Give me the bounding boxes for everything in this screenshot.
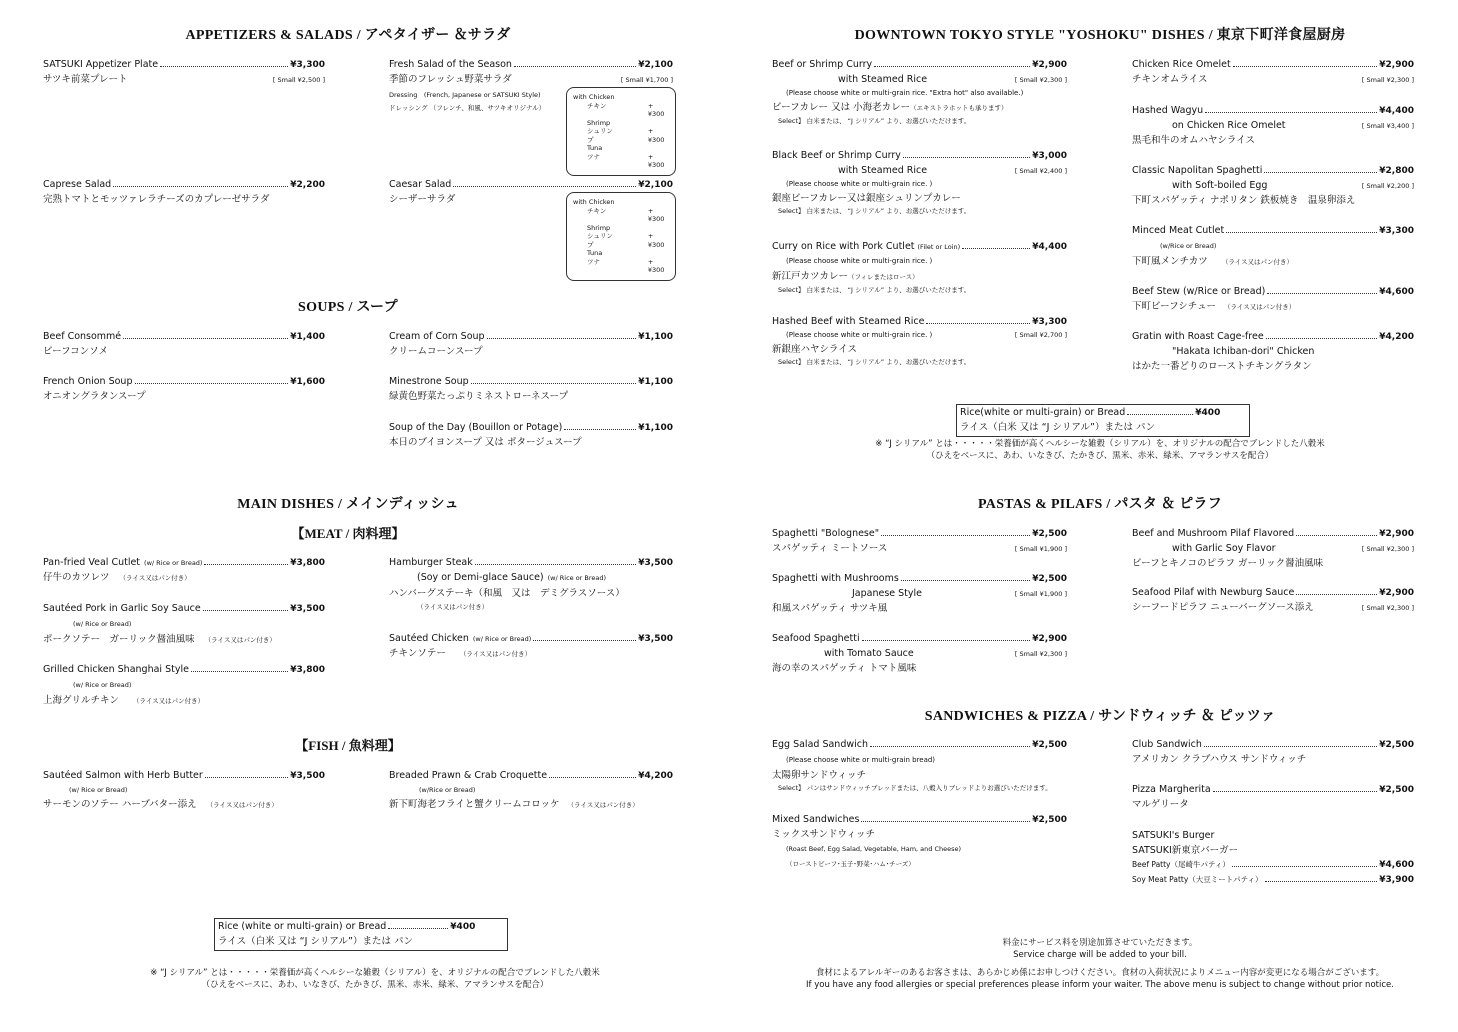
menu-item-shanghai-chicken — [43, 663, 325, 709]
small-price: [ Small ¥1,900 ] — [1014, 590, 1067, 598]
item-sub: with Steamed Rice — [838, 165, 928, 176]
service-charge-note — [1003, 937, 1198, 961]
item-jp: 下町スパゲッティ ナポリタン 鉄板焼き 温泉卵添え — [1132, 195, 1356, 206]
menu-item-pork-saute — [43, 602, 325, 648]
fish-subheading: 【FISH / 魚料理】 — [295, 738, 401, 753]
item-sub: with Steamed Rice — [838, 74, 928, 85]
option-jp: チキン — [587, 101, 607, 110]
menu-item-napolitan — [1132, 164, 1414, 208]
option-price: +¥300 — [647, 101, 665, 118]
item-price: ¥4,200 — [1379, 332, 1414, 342]
item-jp: 上海グリルチキン — [43, 695, 119, 706]
item-note: (Roast Beef, Egg Salad, Vegetable, Ham, and Cheese) — [786, 845, 962, 853]
item-jp-note: （ライス又はパン付き） — [567, 801, 639, 809]
item-name: Caesar Salad — [389, 179, 452, 190]
menu-item-burger — [1132, 829, 1414, 888]
item-jp: 新下町海老フライと蟹クリームコロッケ — [389, 799, 560, 810]
footnote-left — [150, 967, 599, 991]
option-label: with Chicken — [573, 198, 615, 206]
allergy-note — [806, 967, 1394, 991]
menu-item-pizza — [1132, 783, 1414, 812]
item-jp: マルゲリータ — [1132, 799, 1189, 810]
menu-item-beef-curry — [772, 58, 1067, 125]
item-price: ¥2,900 — [1032, 634, 1067, 644]
item-jp: 新銀座ハヤシライス — [772, 344, 858, 355]
item-price: ¥2,100 — [638, 180, 673, 190]
item-price: ¥3,500 — [638, 634, 673, 644]
item-jp-small: （エキストラホットも承ります） — [910, 104, 1008, 112]
footnote-line-2: （ひえをベースに、あわ、いなきび、たかきび、黒米、赤米、緑米、アマランサスを配合） — [201, 980, 549, 990]
item-name: Pan-fried Veal Cutlet — [43, 557, 141, 568]
item-name: Fresh Salad of the Season — [389, 59, 512, 70]
item-jp: シーザーサラダ — [389, 194, 456, 205]
menu-item-minestrone — [389, 375, 673, 404]
item-note: (w/ Rice or Bread) — [472, 635, 532, 643]
item-jp: 完熟トマトとモッツァレラチーズのカプレーゼサラダ — [43, 194, 270, 205]
option-price: +¥300 — [647, 257, 665, 274]
rice-bread-box-left — [214, 918, 508, 951]
item-note: (w/ Rice or Bread) — [73, 681, 132, 689]
small-price: [ Small ¥2,300 ] — [1361, 76, 1414, 84]
item-jp: アメリカン クラブハウス サンドウィッチ — [1132, 754, 1307, 765]
item-price: ¥3,500 — [290, 604, 325, 614]
item-jp: ライス（白米 又は “J シリアル”）または パン — [960, 422, 1155, 433]
option-jp: チキン — [587, 206, 607, 215]
rice-bread-box-right — [956, 404, 1250, 437]
item-jp: 仔牛のカツレツ — [43, 572, 110, 583]
item-sub: (Soy or Demi-glace Sauce) — [417, 572, 544, 583]
item-name: Seafood Pilaf with Newburg Sauce — [1132, 587, 1295, 598]
item-price: ¥1,100 — [638, 332, 673, 342]
item-jp: 下町風メンチカツ — [1132, 256, 1208, 267]
burger-beef-price: ¥4,600 — [1379, 860, 1414, 870]
item-price: ¥1,100 — [638, 423, 673, 433]
item-price: ¥2,900 — [1032, 60, 1067, 70]
option-price: +¥300 — [647, 206, 665, 223]
appetizers-heading: APPETIZERS & SALADS / アペタイザー ＆サラダ — [185, 28, 511, 43]
item-jp-note: （ライス又はパン付き） — [1223, 303, 1296, 311]
item-jp: サツキ前菜プレート — [43, 74, 128, 85]
item-sub: with Tomato Sauce — [824, 648, 914, 659]
item-jp: チキンオムライス — [1132, 74, 1208, 85]
item-price: ¥4,400 — [1032, 242, 1067, 252]
menu-item-corn-soup — [389, 330, 673, 359]
footnote-line-2: （ひえをベースに、あわ、いなきび、たかきび、黒米、赤米、緑米、アマランサスを配合） — [926, 451, 1274, 461]
item-sub: Japanese Style — [852, 588, 923, 599]
item-price: ¥3,300 — [290, 60, 325, 70]
item-jp-note: （ライス又はパン付き） — [204, 636, 276, 644]
small-price: [ Small ¥2,500 ] — [272, 76, 325, 84]
item-price: ¥4,600 — [1379, 287, 1414, 297]
menu-item-beef-pilaf — [1132, 527, 1414, 571]
option-price: +¥300 — [647, 232, 665, 249]
item-price: ¥2,900 — [1379, 60, 1414, 70]
item-jp: 緑黄色野菜たっぷりミネストローネスープ — [389, 391, 569, 402]
menu-item-club-sandwich — [1132, 738, 1414, 767]
item-name: Pizza Margherita — [1132, 784, 1211, 795]
item-price: ¥3,300 — [1379, 226, 1414, 236]
item-jp: 黒毛和牛のオムハヤシライス — [1132, 135, 1256, 146]
item-price: ¥1,400 — [290, 332, 325, 342]
select-note: Select】 白米または、 “J シリアル” より、お選びいただけます。 — [778, 286, 971, 294]
option-label: Tuna — [587, 144, 603, 152]
option-box-fresh — [566, 87, 676, 176]
item-name: Hashed Wagyu — [1132, 105, 1204, 116]
item-name: Spaghetti with Mushrooms — [772, 573, 899, 584]
item-note: (w/ Rice or Bread) — [547, 574, 607, 582]
item-jp: ハンバーグステーキ（和風 又は デミグラスソース） — [389, 588, 625, 599]
item-name: Beef or Shrimp Curry — [772, 59, 873, 70]
item-price: ¥2,900 — [1379, 588, 1414, 598]
item-name: Seafood Spaghetti — [772, 633, 860, 644]
item-name: Minestrone Soup — [389, 376, 469, 387]
meat-subheading: 【MEAT / 肉料理】 — [291, 526, 405, 541]
menu-item-chicken-saute — [389, 632, 673, 662]
menu-item-mixed-sandwiches — [772, 813, 1067, 872]
menu-item-rice-omelet — [1132, 58, 1414, 87]
item-jp-note: （ライス又はパン付き） — [132, 697, 205, 705]
item-price: ¥3,800 — [290, 558, 325, 568]
yoshoku-heading: DOWNTOWN TOKYO STYLE "YOSHOKU" DISHES / 東京下町洋食屋厨房 — [854, 28, 1346, 43]
option-price: +¥300 — [647, 152, 665, 169]
item-name: Black Beef or Shrimp Curry — [772, 150, 901, 161]
item-jp: ビーフとキノコのピラフ ガーリック醤油風味 — [1132, 558, 1324, 569]
item-jp-note: （ライス又はパン付き） — [119, 574, 191, 582]
item-price: ¥3,500 — [290, 771, 325, 781]
menu-item-black-curry — [772, 149, 1067, 215]
menu-item-hamburger — [389, 556, 673, 614]
item-jp: 季節のフレッシュ野菜サラダ — [389, 74, 512, 85]
footnote-line-1: ※ “J シリアル” とは・・・・・栄養価が高くヘルシーな雑穀（シリアル）を、オリジナルの配合でブレンドした八穀米 — [875, 439, 1325, 449]
menu-item-salmon — [43, 769, 325, 813]
footnote-right — [875, 438, 1324, 462]
item-name: Egg Salad Sandwich — [772, 739, 869, 750]
item-name: Rice(white or multi-grain) or Bread — [960, 407, 1126, 418]
menu-item-seafood-spaghetti — [772, 632, 1067, 676]
dressing-note: Dressing (French, Japanese or SATSUKI Style) — [389, 91, 541, 99]
item-note: (w/ Rice or Bread) — [73, 620, 132, 628]
item-name: Cream of Corn Soup — [389, 331, 485, 342]
item-jp: ライス（白米 又は “J シリアル”）または パン — [218, 936, 413, 947]
select-note: Select】 白米または、 “J シリアル” より、お選びいただけます。 — [778, 207, 971, 215]
item-price: ¥2,200 — [290, 180, 325, 190]
item-sub: (w/Rice or Bread) — [1160, 242, 1217, 250]
item-sub: with Garlic Soy Flavor — [1172, 543, 1276, 554]
option-label: with Chicken — [573, 93, 615, 101]
small-price: [ Small ¥2,300 ] — [1014, 650, 1067, 658]
menu-item-mushroom-spaghetti — [772, 572, 1067, 616]
small-price: [ Small ¥2,700 ] — [1014, 331, 1067, 339]
item-price: ¥2,500 — [1032, 529, 1067, 539]
item-sub: "Hakata Ichiban-dori" Chicken — [1172, 346, 1315, 357]
option-jp: ツナ — [587, 257, 600, 266]
item-jp: 和風スパゲッティ サツキ風 — [772, 603, 888, 614]
item-name: Beef and Mushroom Pilaf Flavored — [1132, 528, 1295, 539]
option-label: Shrimp — [587, 118, 611, 127]
option-label: Shrimp — [587, 223, 611, 232]
allergy-jp: 食材によるアレルギーのあるお客さまは、あらかじめ係にお申しつけください。食材の入荷状況によりメニュー内容が変更になる場合がございます。 — [815, 968, 1385, 978]
item-name: Caprese Salad — [43, 179, 112, 190]
item-price: ¥1,100 — [638, 377, 673, 387]
burger-soy-price: ¥3,900 — [1379, 875, 1414, 885]
small-price: [ Small ¥3,400 ] — [1361, 122, 1414, 130]
item-jp: ビーフカレー 又は 小海老カレー — [772, 102, 911, 113]
option-jp: シュリンプ — [587, 127, 613, 144]
option-box-caesar — [566, 192, 676, 281]
menu-item-soup-of-day — [389, 421, 673, 450]
item-jp: チキンソテー — [389, 648, 446, 659]
item-name: Grilled Chicken Shanghai Style — [43, 664, 189, 675]
item-jp-note: （ライス又はパン付き） — [459, 650, 532, 658]
item-name: Classic Napolitan Spaghetti — [1132, 165, 1263, 176]
item-price: ¥4,200 — [638, 771, 673, 781]
item-price: ¥2,900 — [1379, 529, 1414, 539]
menu-item-consomme — [43, 330, 325, 359]
item-price: ¥2,500 — [1032, 574, 1067, 584]
item-jp: スパゲッティ ミートソース — [772, 543, 888, 554]
item-name: Mixed Sandwiches — [772, 814, 860, 825]
item-jp: オニオングラタンスープ — [43, 391, 146, 402]
item-name: Chicken Rice Omelet — [1132, 59, 1231, 70]
item-name: Club Sandwich — [1132, 739, 1202, 750]
item-jp-small: （フィレまたはロース） — [848, 273, 919, 281]
item-note: (w/ Rice or Bread) — [144, 559, 203, 567]
menu-item-bolognese — [772, 527, 1067, 556]
menu-item-egg-sandwich — [772, 738, 1067, 792]
item-jp-note: （ライス又はパン付き） — [417, 603, 489, 611]
item-name: Beef Stew (w/Rice or Bread) — [1132, 286, 1266, 297]
main-dishes-heading: MAIN DISHES / メインディッシュ — [237, 497, 459, 512]
item-jp: 銀座ビーフカレー又は銀座シュリンプカレー — [772, 193, 961, 204]
item-name: Soup of the Day (Bouillon or Potage) — [389, 422, 563, 433]
item-jp: 海の幸のスパゲッティ トマト風味 — [772, 663, 917, 674]
menu-item-hashed-beef — [772, 315, 1067, 366]
item-note: (Please choose white or multi-grain rice. "Extra hot" also available.) — [786, 89, 1024, 97]
dressing-note-jp: ドレッシング （フレンチ、和風、サツキオリジナル） — [389, 104, 546, 112]
small-price: [ Small ¥1,900 ] — [1014, 545, 1067, 553]
small-price: [ Small ¥2,400 ] — [1014, 167, 1067, 175]
item-jp: シーフードピラフ ニューバーグソース添え — [1132, 602, 1314, 613]
item-price: ¥2,500 — [1032, 740, 1067, 750]
item-price: ¥1,600 — [290, 377, 325, 387]
item-name: Beef Consommé — [43, 331, 122, 342]
item-jp: ビーフコンソメ — [43, 346, 108, 357]
service-jp: 料金にサービス料を別途加算させていただきます。 — [1002, 938, 1198, 948]
menu-item-hashed-wagyu — [1132, 104, 1414, 148]
footnote-line-1: ※ “J シリアル” とは・・・・・栄養価が高くヘルシーな雑穀（シリアル）を、オリジナルの配合でブレンドした八穀米 — [150, 968, 600, 978]
item-jp: 太陽卵サンドウィッチ — [772, 770, 866, 781]
item-jp: クリームコーンスープ — [389, 346, 483, 357]
item-jp: 新江戸カツカレー — [772, 271, 849, 282]
item-jp-note: （ライス又はパン付き） — [1221, 258, 1294, 266]
item-price: ¥3,800 — [290, 665, 325, 675]
item-name: Sautéed Pork in Garlic Soy Sauce — [43, 603, 201, 614]
item-name: SATSUKI's Burger — [1132, 830, 1215, 841]
item-jp: 本日のブイヨンスープ 又は ポタージュスープ — [389, 437, 582, 448]
item-note: (Please choose white or multi-grain rice. ) — [786, 180, 933, 188]
item-name: Hamburger Steak — [389, 557, 473, 568]
sandwiches-heading: SANDWICHES & PIZZA / サンドウィッチ ＆ ピッツァ — [924, 709, 1276, 724]
item-sub: on Chicken Rice Omelet — [1172, 120, 1286, 131]
item-price: ¥2,100 — [638, 60, 673, 70]
item-price: ¥2,800 — [1379, 166, 1414, 176]
item-name: Rice (white or multi-grain) or Bread — [218, 921, 387, 932]
item-note: (Please choose white or multi-grain rice. ) — [786, 257, 933, 265]
select-note: Select】 パンはサンドウィッチブレッドまたは、八穀入りブレッドよりお選びいただけます。 — [778, 784, 1052, 792]
item-jp: SATSUKI新東京バーガー — [1132, 845, 1239, 856]
item-jp: サーモンのソテー ハーブバター添え — [43, 799, 197, 810]
menu-item-beef-stew — [1132, 285, 1414, 315]
small-price: [ Small ¥2,300 ] — [1014, 76, 1067, 84]
item-note: (w/ Rice or Bread) — [69, 786, 128, 794]
item-price: ¥2,500 — [1032, 815, 1067, 825]
menu-item-onion-soup — [43, 375, 325, 404]
item-price: ¥400 — [1195, 408, 1221, 418]
item-note: (Please choose white or multi-grain bread) — [786, 756, 936, 764]
item-sub: with Soft-boiled Egg — [1172, 180, 1268, 191]
item-price: ¥3,000 — [1032, 151, 1067, 161]
small-price: [ Small ¥2,300 ] — [1361, 545, 1414, 553]
item-name: Sautéed Chicken — [389, 633, 469, 644]
menu-item-gratin — [1132, 330, 1414, 374]
pastas-heading: PASTAS & PILAFS / パスタ ＆ ピラフ — [977, 497, 1223, 512]
item-name: Gratin with Roast Cage-free — [1132, 331, 1264, 342]
item-jp: はかた一番どりのローストチキングラタン — [1132, 361, 1312, 372]
menu-item-caprese — [43, 178, 325, 207]
item-jp: ポークソテー ガーリック醤油風味 — [43, 634, 195, 645]
item-name-small: (Filet or Loin) — [917, 243, 961, 251]
item-note: (Please choose white or multi-grain rice. ) — [786, 331, 933, 339]
option-label: Tuna — [587, 249, 603, 257]
item-note: (w/Rice or Bread) — [419, 786, 476, 794]
option-jp: シュリンプ — [587, 232, 613, 249]
item-jp: 下町ビーフシチュー — [1132, 301, 1216, 312]
menu-item-minced-cutlet — [1132, 224, 1414, 270]
menu-item-satsuki-plate — [43, 58, 325, 87]
allergy-en: If you have any food allergies or special preferences please inform your waiter. The above menu is subject to change without prior notice. — [806, 980, 1394, 990]
item-name: Spaghetti "Bolognese" — [772, 528, 880, 539]
item-name: Curry on Rice with Pork Cutlet — [772, 241, 915, 252]
item-price: ¥4,400 — [1379, 106, 1414, 116]
option-price: +¥300 — [647, 127, 665, 144]
item-name: Minced Meat Cutlet — [1132, 225, 1225, 236]
item-name: Sautéed Salmon with Herb Butter — [43, 770, 203, 781]
menu-item-prawn-croquette — [389, 769, 673, 813]
item-price: ¥3,300 — [1032, 317, 1067, 327]
menu-item-pork-cutlet-curry — [772, 240, 1067, 294]
small-price: [ Small ¥2,200 ] — [1361, 182, 1414, 190]
item-name: Hashed Beef with Steamed Rice — [772, 316, 925, 327]
item-jp: ミックスサンドウィッチ — [772, 829, 875, 840]
item-price: ¥2,500 — [1379, 785, 1414, 795]
small-price: [ Small ¥1,700 ] — [620, 76, 673, 84]
item-name: French Onion Soup — [43, 376, 133, 387]
select-note: Select】 白米または、 “J シリアル” より、お選びいただけます。 — [778, 117, 971, 125]
item-jp-note: （ライス又はパン付き） — [206, 801, 278, 809]
item-name: Breaded Prawn & Crab Croquette — [389, 770, 548, 781]
item-price: ¥2,500 — [1379, 740, 1414, 750]
menu-item-seafood-pilaf — [1132, 586, 1414, 615]
small-price: [ Small ¥2,300 ] — [1361, 604, 1414, 612]
item-name: SATSUKI Appetizer Plate — [43, 59, 159, 70]
select-note: Select】 白米または、 “J シリアル” より、お選びいただけます。 — [778, 358, 971, 366]
option-jp: ツナ — [587, 152, 600, 161]
item-note-jp: （ローストビーフ･玉子･野菜･ハム･チーズ） — [786, 860, 915, 868]
item-price: ¥400 — [450, 922, 476, 932]
service-en: Service charge will be added to your bill. — [1013, 950, 1187, 960]
item-price: ¥3,500 — [638, 558, 673, 568]
menu-item-veal-cutlet — [43, 556, 325, 586]
soups-heading: SOUPS / スープ — [298, 300, 398, 315]
burger-soy-option: Soy Meat Patty（大豆ミートパティ） — [1132, 875, 1263, 884]
burger-beef-option: Beef Patty（尾崎牛パティ） — [1132, 860, 1230, 869]
